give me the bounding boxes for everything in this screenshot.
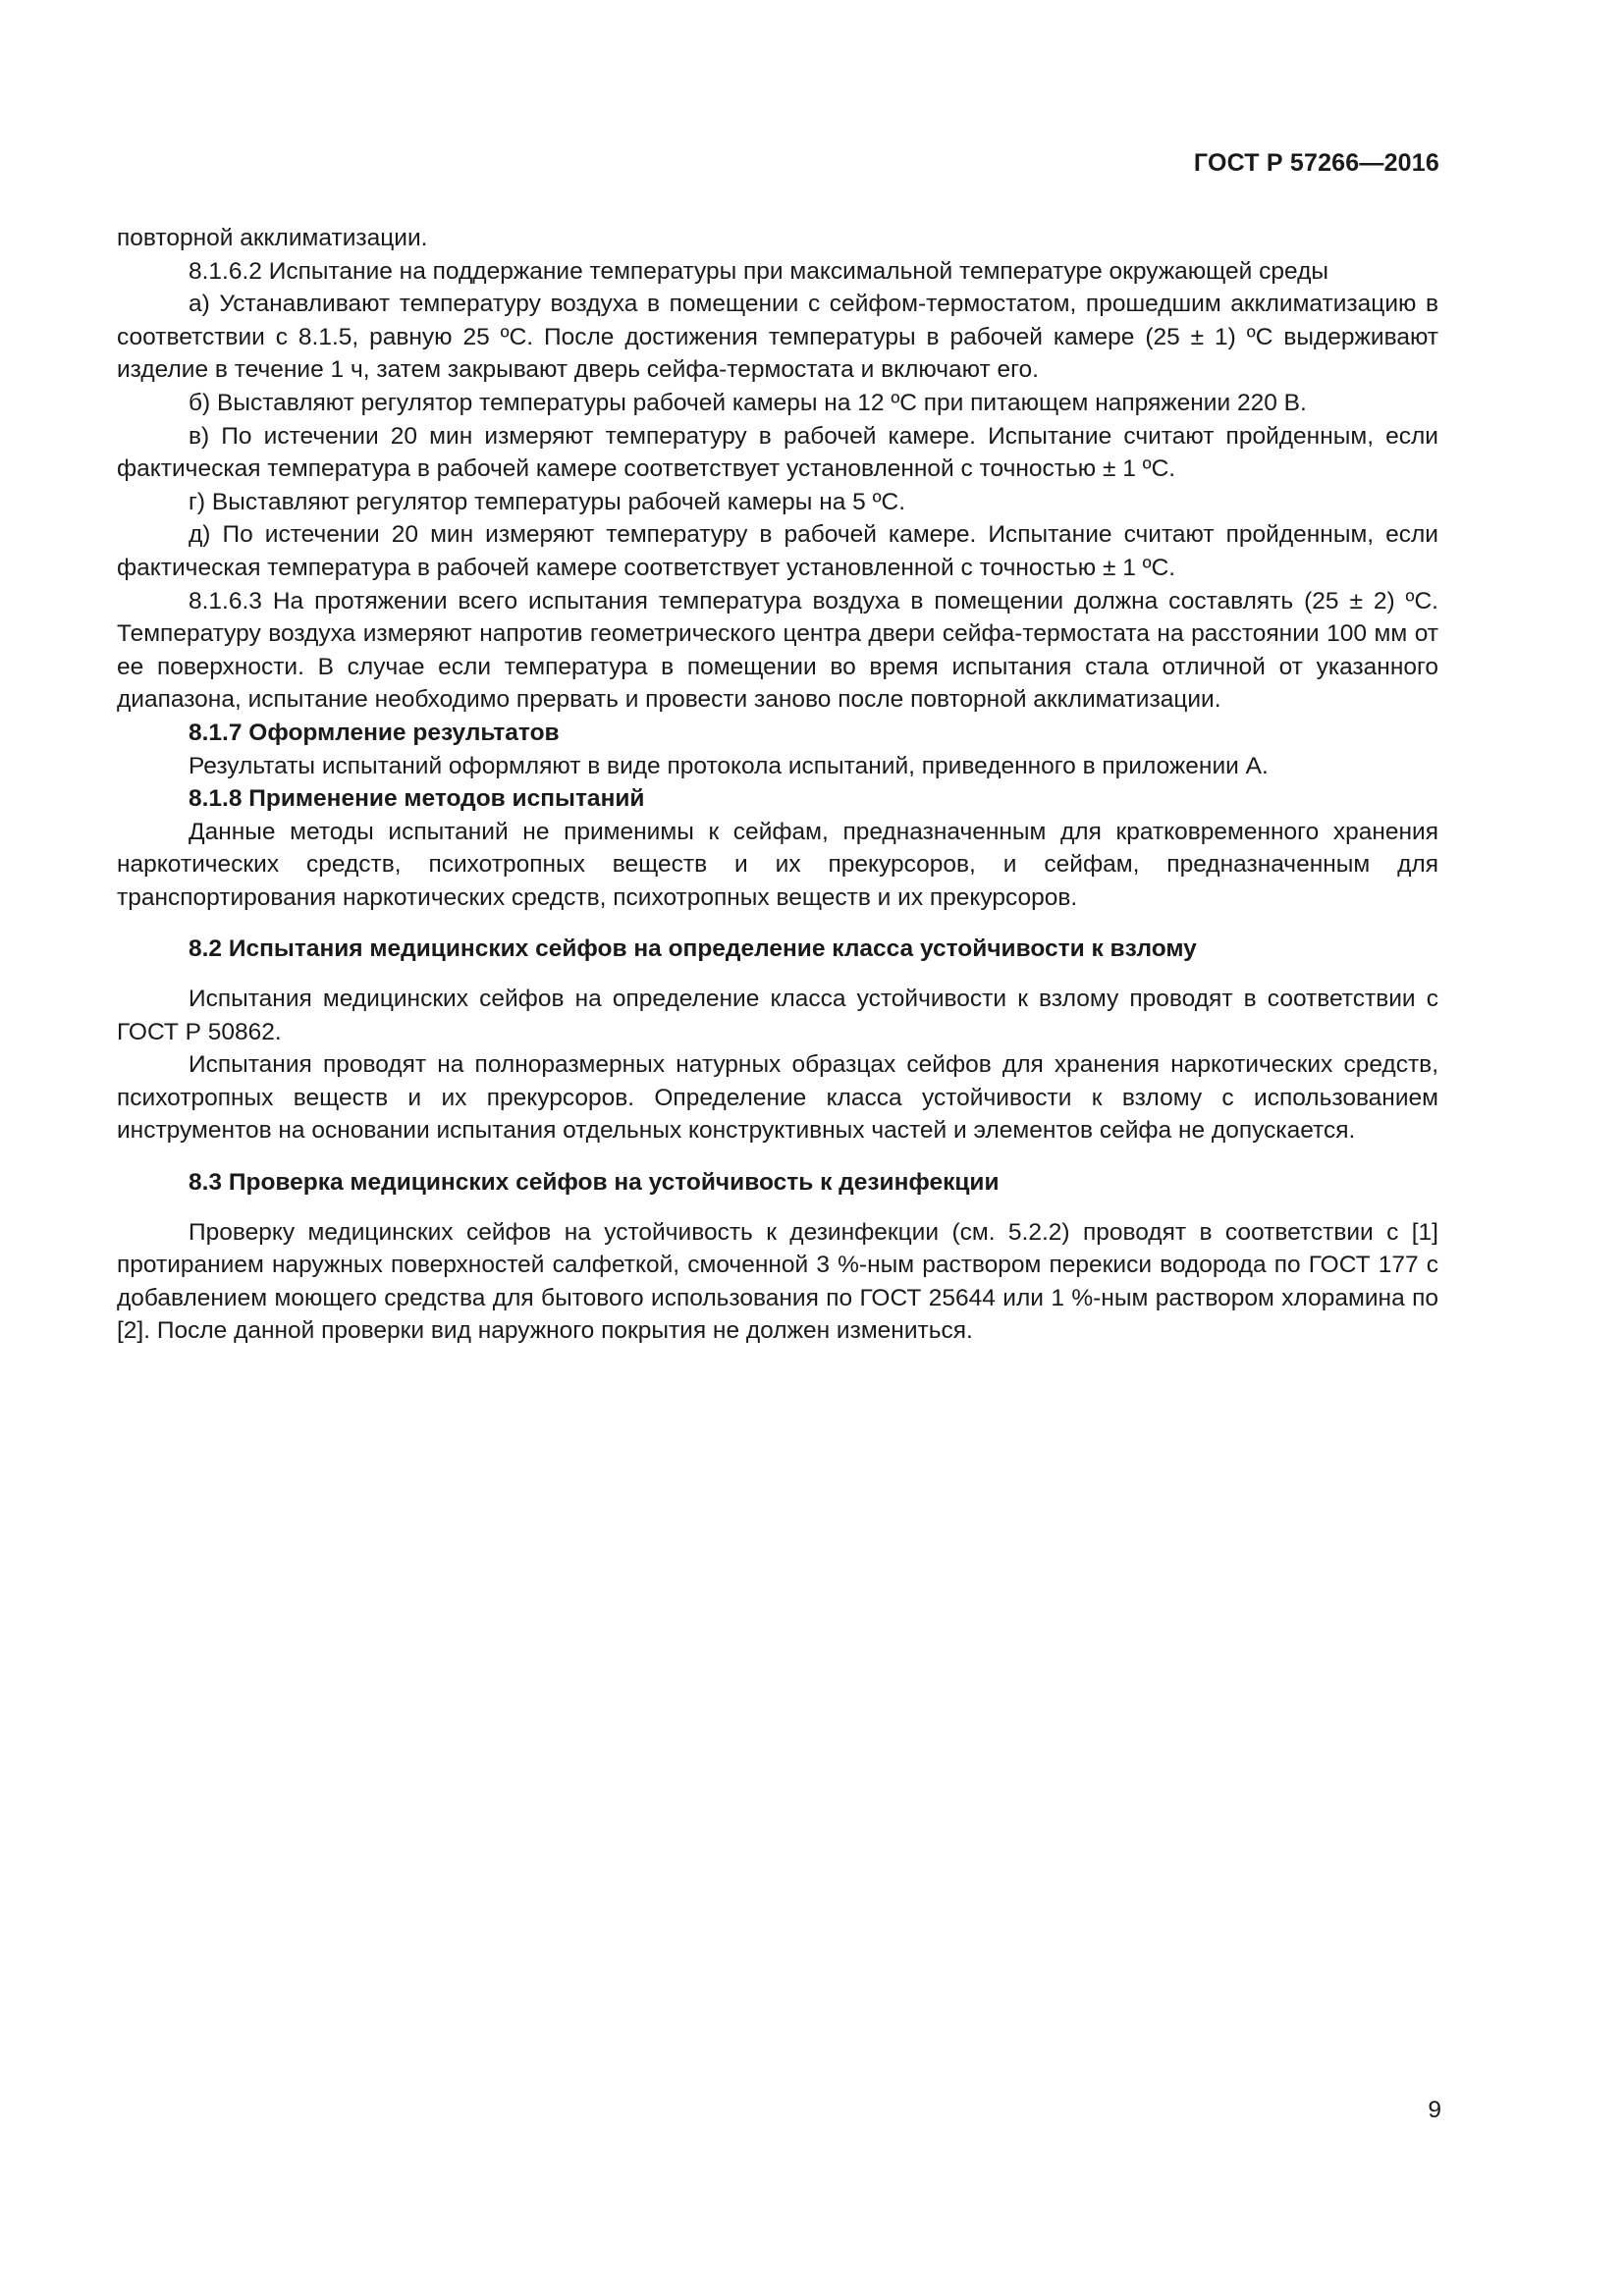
paragraph-disinfection: Проверку медицинских сейфов на устойчивость к дезинфекции (см. 5.2.2) проводят в соответствии с [1] протиранием наружных поверхностей салфеткой, смоченной 3 %-ным раствором перекиси водорода по ГОСТ 177 с добавлением моющего средства для бытового использования по ГОСТ 25644 или 1 %-ным раствором хлорамина по [2]. После данной проверки вид наружного покрытия не должен измениться. xyxy=(117,1218,1438,1345)
paragraph-burglary-class: Испытания медицинских сейфов на определение класса устойчивости к взлому проводят в соответствии с ГОСТ Р 50862. xyxy=(117,986,1438,1045)
document-body xyxy=(117,222,1438,1348)
paragraph-results: Результаты испытаний оформляют в виде протокола испытаний, приведенного в приложении А. xyxy=(189,752,1269,779)
paragraph-item-v: в) По истечении 20 мин измеряют температуру в рабочей камере. Испытание считают пройденным, если фактическая температура в рабочей камере соответствует установленной с точностью ± 1 ºС. xyxy=(117,422,1438,483)
paragraph-item-g: г) Выставляют регулятор температуры рабочей камеры на 5 ºС. xyxy=(189,488,906,515)
paragraph-full-size-samples: Испытания проводят на полноразмерных натурных образцах сейфов для хранения наркотических средств, психотропных веществ и их прекурсоров. Определение класса устойчивости к взлому с использованием инструментов на основании испытания отдельных конструктивных частей и элементов сейфа не допускается. xyxy=(117,1051,1438,1145)
section-heading-8-3: 8.3 Проверка медицинских сейфов на устойчивость к дезинфекции xyxy=(189,1169,1000,1197)
subheading-8-1-7: 8.1.7 Оформление результатов xyxy=(189,719,560,746)
paragraph-8-1-6-3: 8.1.6.3 На протяжении всего испытания температура воздуха в помещении должна составлять (25 ± 2) ºС. Температуру воздуха измеряют напротив геометрического центра двери сейфа-термостата на расстоянии 100 мм от ее поверхности. В случае если температура в помещении во время испытания стала отличной от указанного диапазона, испытание необходимо прервать и провести заново после повторной акклиматизации. xyxy=(117,587,1438,714)
document-code: ГОСТ Р 57266—2016 xyxy=(1193,149,1439,177)
paragraph-applicability: Данные методы испытаний не применимы к сейфам, предназначенным для кратковременного хранения наркотических средств, психотропных веществ и их прекурсоров, и сейфам, предназначенным для транспортирования наркотических средств, психотропных веществ и их прекурсоров. xyxy=(117,818,1438,911)
paragraph-item-d: д) По истечении 20 мин измеряют температуру в рабочей камере. Испытание считают пройденным, если фактическая температура в рабочей камере соответствует установленной с точностью ± 1 ºС. xyxy=(117,521,1438,581)
subheading-8-1-8: 8.1.8 Применение методов испытаний xyxy=(189,785,645,813)
page-number: 9 xyxy=(1428,2097,1441,2123)
paragraph-continuation: повторной акклиматизации. xyxy=(117,225,428,251)
paragraph-item-b: б) Выставляют регулятор температуры рабочей камеры на 12 ºС при питающем напряжении 220 В. xyxy=(189,389,1307,416)
section-heading-8-2: 8.2 Испытания медицинских сейфов на определение класса устойчивости к взлому xyxy=(189,935,1197,963)
paragraph-8-1-6-2: 8.1.6.2 Испытание на поддержание температуры при максимальной температуре окружающей среды xyxy=(189,257,1329,285)
paragraph-item-a: а) Устанавливают температуру воздуха в помещении с сейфом-термостатом, прошедшим акклиматизацию в соответствии с 8.1.5, равную 25 ºС. После достижения температуры в рабочей камере (25 ± 1) ºС выдерживают изделие в течение 1 ч, затем закрывают дверь сейфа-термостата и включают его. xyxy=(117,291,1438,384)
